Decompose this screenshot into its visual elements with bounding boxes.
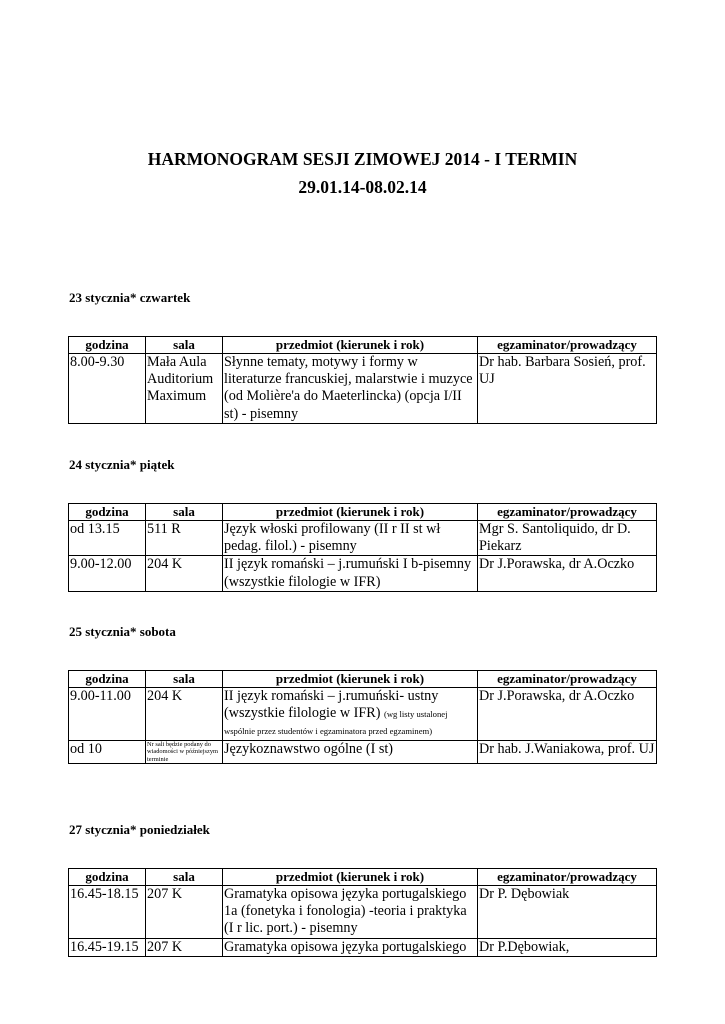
page-subtitle: 29.01.14-08.02.14 [298,177,427,197]
column-header-egzaminator: egzaminator/prowadzący [478,337,657,354]
cell-sala [146,740,223,764]
table-row [69,556,657,591]
cell-egzaminator: Dr J.Porawska, dr A.Oczko [478,556,657,591]
table-header-row [69,504,657,521]
cell-godzina: 9.00-11.00 [69,688,146,741]
cell-godzina: od 10 [69,740,146,764]
day-heading: 27 stycznia* poniedziałek [69,822,210,837]
column-header-godzina: godzina [69,504,146,521]
cell-sala: 511 R [146,521,223,556]
cell-przedmiot [223,688,478,741]
column-header-sala: sala [146,337,223,354]
table-row [69,886,657,939]
page-title: HARMONOGRAM SESJI ZIMOWEJ 2014 - I TERMIN [147,149,578,169]
column-header-egzaminator: egzaminator/prowadzący [478,504,657,521]
cell-sala: 204 K [146,688,223,741]
cell-sala: 207 K [146,938,223,956]
column-header-godzina: godzina [69,869,146,886]
cell-egzaminator: Dr P.Dębowiak, [478,938,657,956]
przedmiot-text: II język romański – j.rumuński- ustny (wszystkie filologie w IFR) [224,688,439,722]
cell-egzaminator: Dr hab. Barbara Sosień, prof. UJ [478,354,657,424]
sala-note: Nr sali będzie podany do wiadomości w późniejszym terminie [147,740,218,763]
cell-sala: 204 K [146,556,223,591]
cell-godzina: 16.45-19.15 [69,938,146,956]
cell-przedmiot: Słynne tematy, motywy i formy w literaturze francuskiej, malarstwie i muzyce (od Molière'a do Maeterlincka) (opcja I/II st) - pisemny [223,354,478,424]
cell-egzaminator: Dr P. Dębowiak [478,886,657,939]
cell-godzina: 16.45-18.15 [69,886,146,939]
table-row [69,740,657,764]
schedule-table [68,670,657,764]
column-header-godzina: godzina [69,337,146,354]
column-header-egzaminator: egzaminator/prowadzący [478,671,657,688]
cell-egzaminator: Dr J.Porawska, dr A.Oczko [478,688,657,741]
przedmiot-note: (wg listy ustalonej wspólnie przez studentów i egzaminatora przed egzaminem) [224,709,448,737]
column-header-godzina: godzina [69,671,146,688]
column-header-przedmiot: przedmiot (kierunek i rok) [223,337,478,354]
column-header-egzaminator: egzaminator/prowadzący [478,869,657,886]
column-header-sala: sala [146,671,223,688]
schedule-table [68,503,657,592]
cell-przedmiot: Gramatyka opisowa języka portugalskiego [223,938,478,956]
cell-egzaminator: Mgr S. Santoliquido, dr D. Piekarz [478,521,657,556]
cell-przedmiot: Język włoski profilowany (II r II st wł pedag. filol.) - pisemny [223,521,478,556]
cell-przedmiot: Gramatyka opisowa języka portugalskiego 1a (fonetyka i fonologia) -teoria i praktyka (I r lic. port.) - pisemny [223,886,478,939]
table-header-row [69,671,657,688]
cell-egzaminator: Dr hab. J.Waniakowa, prof. UJ [478,740,657,764]
day-heading: 24 stycznia* piątek [69,457,175,472]
column-header-sala: sala [146,504,223,521]
schedule-table [68,868,657,957]
cell-godzina: od 13.15 [69,521,146,556]
cell-godzina: 9.00-12.00 [69,556,146,591]
schedule-table [68,336,657,424]
table-row [69,521,657,556]
cell-sala: Mała Aula Auditorium Maximum [146,354,223,424]
table-row [69,688,657,741]
table-row [69,354,657,424]
cell-przedmiot: Językoznawstwo ogólne (I st) [223,740,478,764]
column-header-przedmiot: przedmiot (kierunek i rok) [223,869,478,886]
column-header-przedmiot: przedmiot (kierunek i rok) [223,671,478,688]
column-header-sala: sala [146,869,223,886]
table-row [69,938,657,956]
cell-sala: 207 K [146,886,223,939]
day-heading: 25 stycznia* sobota [69,624,176,639]
day-heading: 23 stycznia* czwartek [69,290,191,305]
cell-godzina: 8.00-9.30 [69,354,146,424]
table-header-row [69,869,657,886]
table-header-row [69,337,657,354]
column-header-przedmiot: przedmiot (kierunek i rok) [223,504,478,521]
cell-przedmiot: II język romański – j.rumuński I b-pisemny (wszystkie filologie w IFR) [223,556,478,591]
